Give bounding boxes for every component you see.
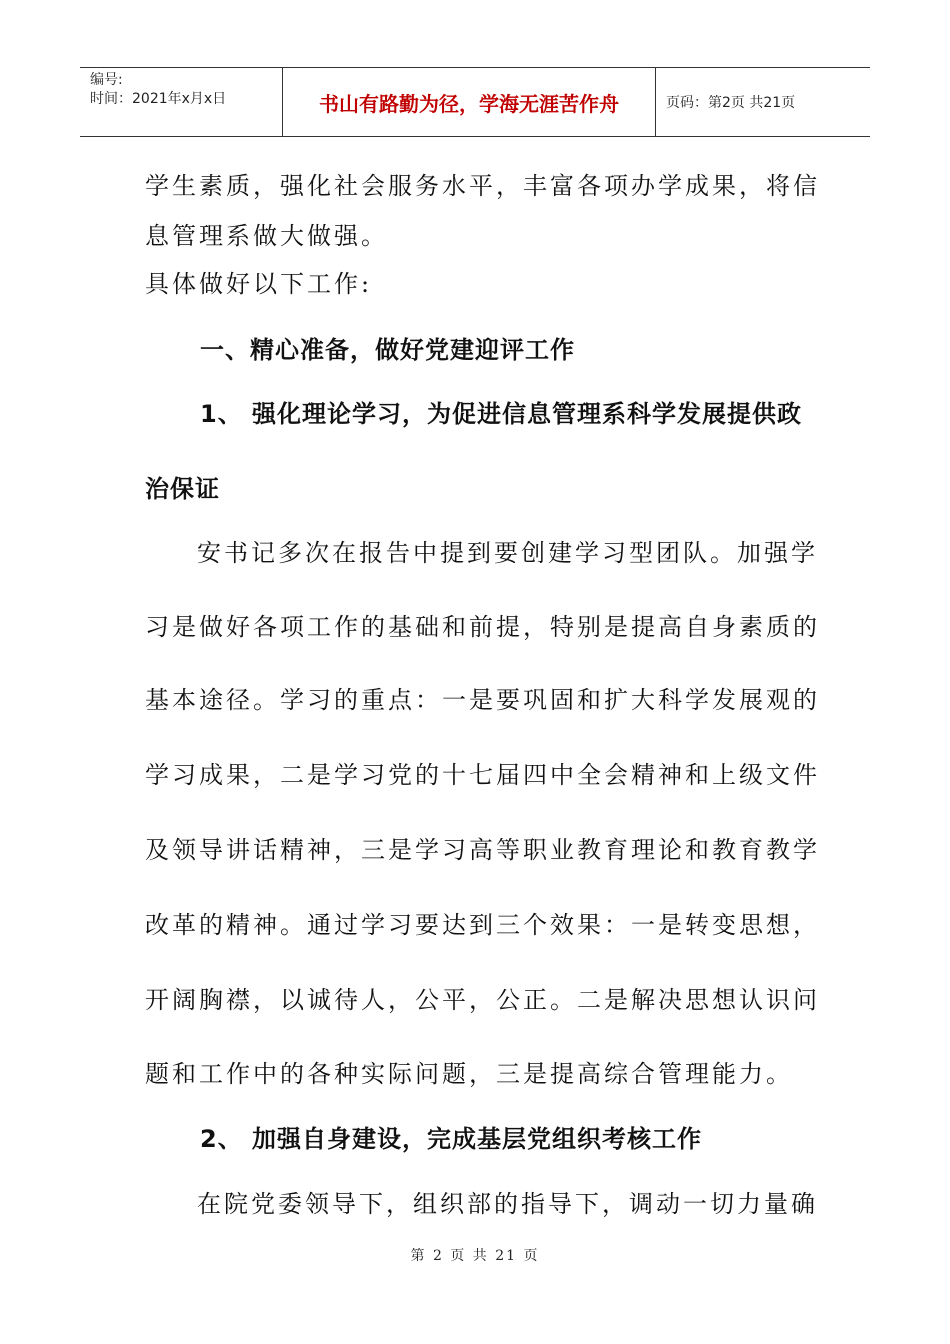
subsection-heading-1-cont: 治保证 [145, 475, 220, 503]
subsection-heading-2: 2、 加强自身建设，完成基层党组织考核工作 [200, 1125, 703, 1153]
paragraph-line-7: 开阔胸襟，以诚待人，公平，公正。二是解决思想认识问 [145, 986, 820, 1014]
paragraph-line-1: 安书记多次在报告中提到要创建学习型团队。加强学 [197, 539, 818, 567]
paragraph-line-5: 及领导讲话精神，三是学习高等职业教育理论和教育教学 [145, 836, 820, 864]
paragraph-line-9: 在院党委领导下，组织部的指导下，调动一切力量确 [197, 1190, 818, 1218]
paragraph-line-2: 习是做好各项工作的基础和前提，特别是提高自身素质的 [145, 613, 820, 641]
paragraph-line-4: 学习成果，二是学习党的十七届四中全会精神和上级文件 [145, 761, 820, 789]
paragraph-line-8: 题和工作中的各种实际问题，三是提高综合管理能力。 [145, 1060, 793, 1088]
section-heading-1: 一、精心准备，做好党建迎评工作 [200, 336, 575, 364]
time-label: 时间：2021年x月x日 [90, 91, 227, 107]
document-header [80, 67, 870, 137]
header-motto: 书山有路勤为径，学海无涯苦作舟 [282, 68, 656, 136]
header-page-info: 页码：第2页 共21页 [666, 95, 796, 111]
subsection-heading-1: 1、 强化理论学习，为促进信息管理系科学发展提供政 [200, 400, 803, 428]
header-meta [80, 68, 282, 136]
body-line-1: 学生素质，强化社会服务水平，丰富各项办学成果，将信 [145, 172, 820, 200]
page-footer: 第 2 页 共 21 页 [410, 1248, 540, 1264]
code-label: 编号: [90, 72, 123, 88]
paragraph-line-6: 改革的精神。通过学习要达到三个效果：一是转变思想， [145, 911, 820, 939]
paragraph-line-3: 基本途径。学习的重点：一是要巩固和扩大科学发展观的 [145, 686, 820, 714]
body-line-3: 具体做好以下工作: [145, 270, 373, 298]
body-line-2: 息管理系做大做强。 [145, 222, 388, 250]
